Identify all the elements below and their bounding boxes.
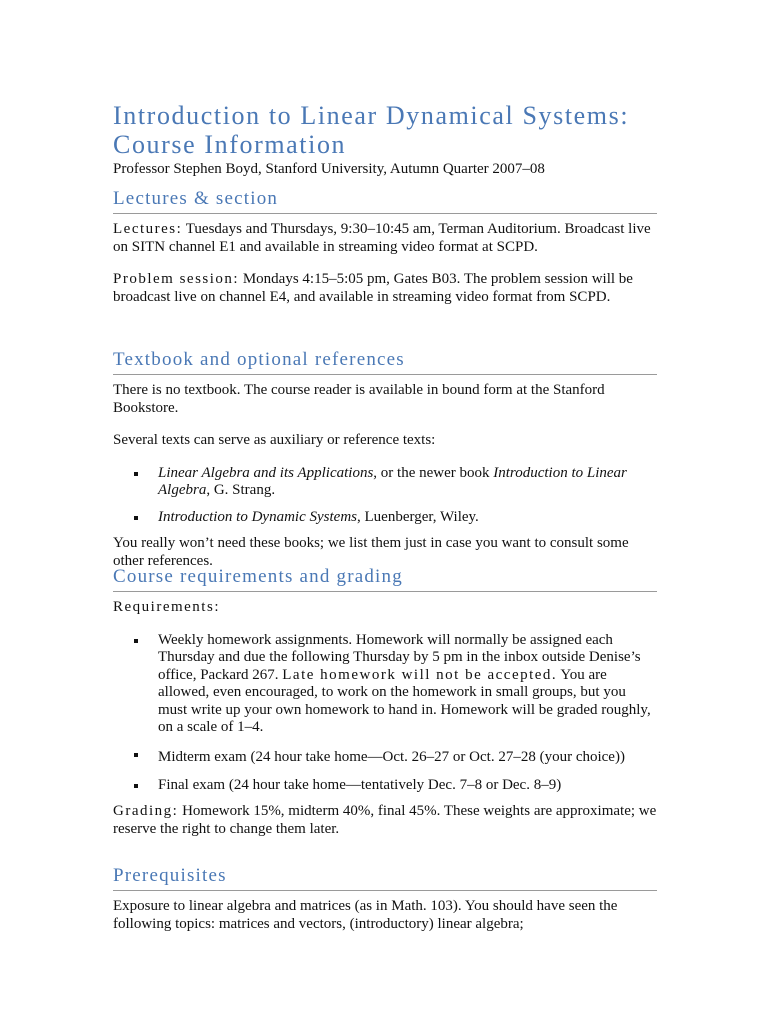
reference-title: Introduction to Linear Algebra [158, 464, 627, 498]
section-prerequisites [113, 865, 657, 948]
textbook-paragraph-2: Several texts can serve as auxiliary or reference texts: [113, 432, 436, 448]
reference-text: , or the newer book [373, 464, 494, 481]
textbook-paragraph-1: There is no textbook. The course reader is available in bound form at the Stanford Bookstore. [113, 382, 605, 416]
problem-session-label: Problem session: [113, 271, 240, 287]
section-heading-prerequisites: Prerequisites [113, 865, 657, 891]
reference-title: Introduction to Dynamic Systems [158, 508, 357, 525]
list-item [113, 746, 657, 768]
grading-label: Grading: [113, 803, 179, 819]
lectures-label: Lectures: [113, 221, 183, 237]
lectures-text: Tuesdays and Thursdays, 9:30–10:45 am, Terman Auditorium. Broadcast live on SITN channel E1 and available in streaming video format at SCPD. [113, 221, 651, 255]
page-title: Introduction to Linear Dynamical Systems: Course Information [113, 101, 630, 159]
requirement-text: Final exam (24 hour take home—tentatively Dec. 7–8 or Dec. 8–9) [158, 776, 562, 793]
requirement-text: You are allowed, even encouraged, to work on the homework in small groups, but you must write up your own homework to hand in. Homework will be graded roughly, on a scale of 1–4. [158, 666, 651, 735]
requirements-label: Requirements: [113, 599, 220, 615]
list-item [113, 465, 657, 500]
list-item [113, 777, 657, 795]
requirements-list [113, 632, 657, 795]
problem-session-text: Mondays 4:15–5:05 pm, Gates B03. The problem session will be broadcast live on channel E4, and available in streaming video format from SCPD. [113, 271, 633, 305]
section-heading-textbook: Textbook and optional references [113, 349, 657, 375]
lectures-paragraph [113, 221, 657, 256]
reference-text: , Luenberger, Wiley. [357, 508, 479, 525]
list-item [113, 632, 657, 737]
grading-paragraph [113, 803, 657, 838]
prerequisites-paragraph: Exposure to linear algebra and matrices (as in Math. 103). You should have seen the following topics: matrices and vectors, (introductory) linear algebra; [113, 898, 618, 932]
late-homework-notice: Late homework will not be accepted. [282, 666, 558, 683]
section-heading-lectures: Lectures & section [113, 188, 657, 214]
section-textbook [113, 349, 657, 585]
page-subtitle: Professor Stephen Boyd, Stanford University, Autumn Quarter 2007–08 [113, 161, 545, 177]
textbook-paragraph-3: You really won’t need these books; we list them just in case you want to consult some other references. [113, 535, 629, 569]
requirement-text: Midterm exam (24 hour take home—Oct. 26–27 or Oct. 27–28 (your choice)) [158, 748, 625, 765]
reference-text: , G. Strang. [206, 482, 276, 498]
requirement-text: Weekly homework assignments. Homework will normally be assigned each Thursday and due the following Thursday by 5 pm in the inbox outside Denise’s office, Packard 267. [158, 631, 641, 683]
problem-session-paragraph [113, 271, 657, 306]
section-grading [113, 566, 657, 853]
reference-list [113, 465, 657, 527]
reference-title: Linear Algebra and its Applications [158, 464, 374, 481]
section-heading-grading: Course requirements and grading [113, 566, 657, 592]
section-lectures [113, 188, 657, 321]
list-item [113, 509, 657, 527]
grading-text: Homework 15%, midterm 40%, final 45%. These weights are approximate; we reserve the right to change them later. [113, 803, 657, 837]
